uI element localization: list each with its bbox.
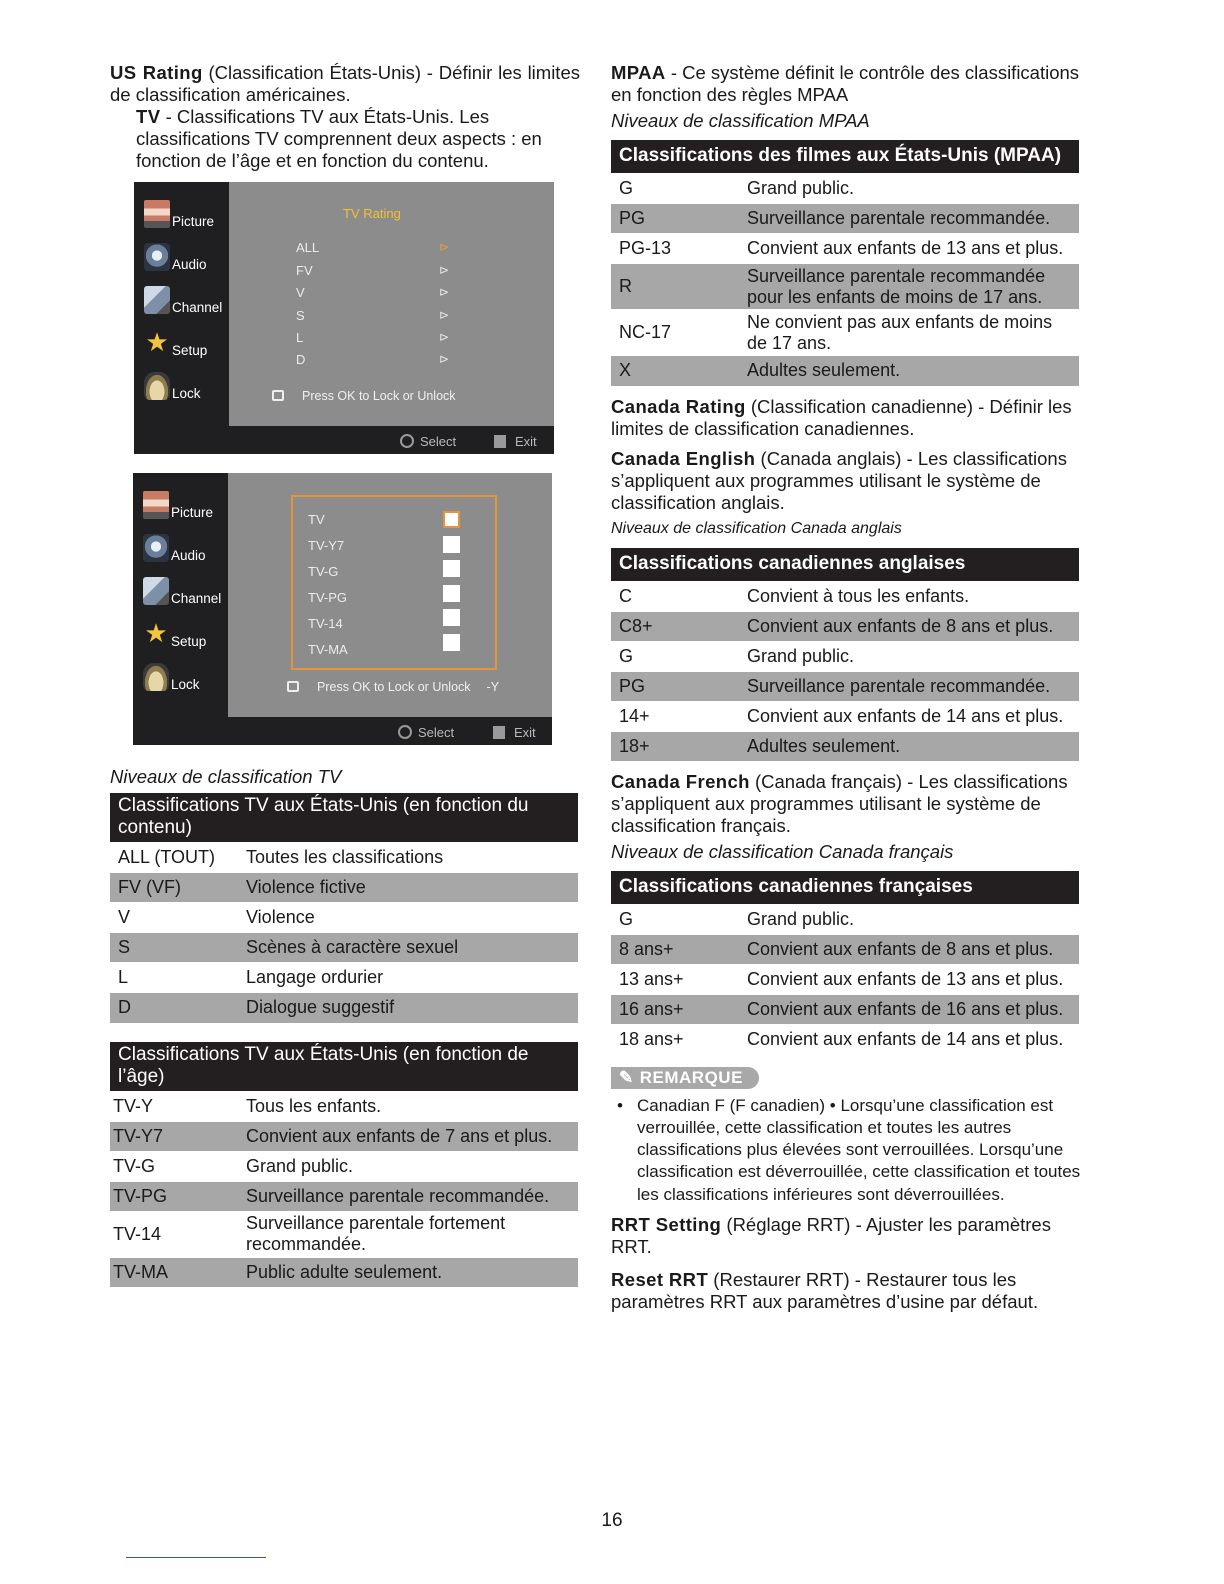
- menu-option-fv[interactable]: FV: [296, 263, 313, 278]
- note-badge: [611, 1067, 759, 1089]
- rating-code: TV-G: [110, 1151, 238, 1181]
- table-tv-content: [110, 793, 578, 1023]
- canada-english-term: Canada English: [611, 447, 756, 469]
- menu-option-tv[interactable]: TV: [308, 512, 325, 527]
- left-column: [110, 62, 580, 172]
- sidebar-item-setup[interactable]: [144, 329, 234, 363]
- rating-desc: Tous les enfants.: [238, 1091, 578, 1121]
- menu-option-d[interactable]: D: [296, 352, 306, 367]
- menu-option-l[interactable]: L: [296, 330, 304, 345]
- arrow-right-icon[interactable]: ⊳: [439, 352, 450, 366]
- reset-rrt-text: (Restaurer RRT) - Restaurer tous les paramètres RRT aux paramètres d’usine par défaut.: [611, 1268, 1039, 1312]
- sidebar-label: Picture: [171, 505, 214, 520]
- exit-label: Exit: [514, 725, 536, 740]
- rating-code: S: [110, 933, 238, 963]
- lock-icon: [144, 372, 170, 400]
- select-hint[interactable]: [400, 434, 456, 449]
- rating-desc: Violence: [238, 903, 578, 933]
- rating-desc: Convient aux enfants de 14 ans et plus.: [739, 701, 1079, 731]
- canada-rating-text: (Classification canadienne) - Définir les limites de classification canadiennes.: [611, 395, 1072, 439]
- reset-rrt-term: Reset RRT: [611, 1268, 709, 1290]
- rating-desc: Convient aux enfants de 8 ans et plus.: [739, 611, 1079, 641]
- us-rating-term: US Rating: [110, 62, 203, 83]
- table-header: Classifications TV aux États-Unis (en fonction de l’âge): [110, 1042, 578, 1092]
- sidebar-item-audio[interactable]: [144, 243, 234, 277]
- page-number: 16: [601, 1510, 623, 1531]
- note-block: [611, 1067, 1081, 1206]
- rating-desc: Surveillance parentale recommandée pour les enfants de moins de 17 ans.: [739, 264, 1079, 310]
- rating-code: C: [611, 581, 739, 611]
- select-label: Select: [420, 434, 457, 449]
- sidebar-label: Audio: [171, 548, 206, 563]
- arrow-right-icon[interactable]: ⊳: [439, 285, 450, 299]
- audio-icon: [144, 243, 170, 271]
- caption-mpaa: Niveaux de classification MPAA: [611, 110, 870, 131]
- rating-code: TV-Y: [110, 1091, 238, 1121]
- canada-french-text: (Canada français) - Les classifications s’appliquent aux programmes utilisant le système de classification français.: [611, 771, 1068, 836]
- rating-code: 16 ans+: [611, 995, 739, 1025]
- rating-desc: Langage ordurier: [238, 963, 578, 993]
- select-icon: [400, 434, 414, 448]
- rating-desc: Convient à tous les enfants.: [739, 581, 1079, 611]
- tv-age-menu-screenshot: [133, 473, 552, 745]
- rating-desc: Scènes à caractère sexuel: [238, 933, 578, 963]
- arrow-right-icon[interactable]: ⊳: [439, 263, 450, 277]
- caption-english: Niveaux de classification Canada anglais: [611, 519, 902, 537]
- audio-icon: [143, 534, 169, 562]
- caption-french: Niveaux de classification Canada français: [611, 841, 954, 862]
- menu-option-s[interactable]: S: [296, 308, 305, 323]
- lock-hint: [287, 680, 499, 694]
- rating-desc: Surveillance parentale recommandée.: [238, 1181, 578, 1211]
- menu-option-tv-14[interactable]: TV-14: [308, 616, 343, 631]
- rating-code: PG-13: [611, 234, 739, 264]
- rating-desc: Adultes seulement.: [739, 356, 1079, 386]
- rating-desc: Convient aux enfants de 7 ans et plus.: [238, 1121, 578, 1151]
- sidebar-label: Lock: [171, 677, 200, 692]
- footer-rule: [126, 1557, 266, 1558]
- note-label: REMARQUE: [639, 1067, 743, 1087]
- select-label: Select: [418, 725, 455, 740]
- table-header: Classifications TV aux États-Unis (en fonction du contenu): [110, 793, 578, 843]
- rating-code: 14+: [611, 701, 739, 731]
- select-hint[interactable]: [398, 725, 454, 740]
- canada-rating-paragraph: [611, 396, 1081, 440]
- rating-desc: Public adulte seulement.: [238, 1257, 578, 1287]
- padlock-icon: [272, 390, 284, 401]
- rating-code: TV-MA: [110, 1257, 238, 1287]
- tv-paragraph: [110, 106, 580, 172]
- rating-desc: Grand public.: [739, 174, 1079, 204]
- reset-rrt-paragraph: [611, 1269, 1081, 1313]
- sidebar-item-lock[interactable]: [143, 663, 233, 697]
- note-text: Canadian F (F canadien) • Lorsqu’une classification est verrouillée, cette classification et toutes les autres classifications plus élevées sont verrouillées. Lorsqu’une classification est déverrouillée, cette classification et toutes les classifications inférieures sont déverrouillées.: [637, 1095, 1081, 1204]
- table-canada-english: [611, 548, 1079, 762]
- sidebar-item-audio[interactable]: [143, 534, 233, 568]
- picture-icon: [143, 491, 169, 519]
- exit-label: Exit: [515, 434, 537, 449]
- rating-desc: Adultes seulement.: [739, 731, 1079, 761]
- rating-code: C8+: [611, 611, 739, 641]
- sidebar-label: Setup: [172, 343, 208, 358]
- tv-rating-menu-screenshot: [134, 182, 554, 454]
- menu-option-v[interactable]: V: [296, 285, 305, 300]
- canada-rating-term: Canada Rating: [611, 395, 746, 417]
- rrt-setting-term: RRT Setting: [611, 1213, 722, 1235]
- rating-desc: Convient aux enfants de 16 ans et plus.: [739, 995, 1079, 1025]
- sidebar-item-channel[interactable]: [143, 577, 233, 611]
- rating-code: FV (VF): [110, 873, 238, 903]
- sidebar-label: Channel: [172, 300, 223, 315]
- lock-icon: [143, 663, 169, 691]
- arrow-right-icon[interactable]: ⊳: [439, 308, 450, 322]
- sidebar-item-picture[interactable]: [144, 200, 234, 234]
- rating-code: 13 ans+: [611, 965, 739, 995]
- rating-checkbox[interactable]: [443, 511, 460, 528]
- us-rating-text: (Classification États-Unis) - Définir les limites de classification américaines.: [110, 62, 580, 105]
- lock-hint-text: Press OK to Lock or Unlock: [302, 389, 456, 403]
- menu-option-tv-g[interactable]: TV-G: [308, 564, 339, 579]
- sidebar-label: Audio: [172, 257, 207, 272]
- sidebar-item-channel[interactable]: [144, 286, 234, 320]
- lock-hint-suffix: -Y: [486, 680, 500, 694]
- rating-code: TV-PG: [110, 1181, 238, 1211]
- menu-title: TV Rating: [343, 206, 401, 221]
- select-icon: [398, 725, 412, 739]
- rating-code: PG: [611, 204, 739, 234]
- right-column: [611, 62, 1081, 1313]
- sidebar-label: Setup: [171, 634, 207, 649]
- channel-icon: [143, 577, 169, 605]
- rating-desc: Surveillance parentale recommandée.: [739, 671, 1079, 701]
- menu-option-tv-pg[interactable]: TV-PG: [308, 590, 348, 605]
- rrt-setting-paragraph: [611, 1214, 1081, 1258]
- exit-icon: [493, 726, 505, 739]
- lock-hint: [272, 389, 456, 403]
- padlock-icon: [287, 681, 299, 692]
- mpaa-text: - Ce système définit le contrôle des classifications en fonction des règles MPAA: [611, 62, 1080, 105]
- rating-desc: Grand public.: [238, 1151, 578, 1181]
- rating-checkbox[interactable]: [443, 634, 460, 651]
- canada-english-paragraph: [611, 448, 1081, 514]
- rating-code: V: [110, 903, 238, 933]
- rating-code: G: [611, 174, 739, 204]
- table-header: Classifications canadiennes françaises: [611, 871, 1079, 905]
- sidebar-item-setup[interactable]: [143, 620, 233, 654]
- rating-code: PG: [611, 671, 739, 701]
- channel-icon: [144, 286, 170, 314]
- rating-desc: Ne convient pas aux enfants de moins de 17 ans.: [739, 310, 1079, 356]
- rating-code: TV-Y7: [110, 1121, 238, 1151]
- rating-desc: Grand public.: [739, 641, 1079, 671]
- note-bullet: [611, 1095, 1081, 1206]
- menu-option-tv-y7[interactable]: TV-Y7: [308, 538, 345, 553]
- rating-code: TV-14: [110, 1211, 238, 1257]
- sidebar-item-picture[interactable]: [143, 491, 233, 525]
- rating-code: 8 ans+: [611, 935, 739, 965]
- rating-code: L: [110, 963, 238, 993]
- sidebar-label: Lock: [172, 386, 201, 401]
- menu-footer-bar: [133, 717, 552, 745]
- mpaa-term: MPAA: [611, 62, 666, 83]
- rating-code: R: [611, 264, 739, 310]
- rating-desc: Toutes les classifications: [238, 843, 578, 873]
- left-lower: [110, 762, 580, 1287]
- menu-footer-bar: [134, 426, 554, 454]
- table-canada-french: [611, 871, 1079, 1055]
- rating-code: G: [611, 905, 739, 935]
- canada-english-text: (Canada anglais) - Les classifications s’appliquent aux programmes utilisant le système de classification anglais.: [611, 447, 1067, 513]
- rating-desc: Surveillance parentale recommandée.: [739, 204, 1079, 234]
- rating-code: X: [611, 356, 739, 386]
- rating-code: 18+: [611, 731, 739, 761]
- exit-hint[interactable]: [494, 434, 537, 449]
- star-icon: ★: [145, 327, 169, 357]
- caption-tv-levels: Niveaux de classification TV: [110, 766, 342, 787]
- pencil-icon: ✎: [619, 1067, 634, 1087]
- tv-term: TV: [136, 106, 161, 127]
- rating-desc: Surveillance parentale fortement recommandée.: [238, 1211, 578, 1257]
- rating-code: 18 ans+: [611, 1025, 739, 1055]
- sidebar-item-lock[interactable]: [144, 372, 234, 406]
- exit-icon: [494, 435, 506, 448]
- mpaa-paragraph: [611, 62, 1081, 106]
- table-header: Classifications canadiennes anglaises: [611, 548, 1079, 582]
- exit-hint[interactable]: [493, 725, 536, 740]
- menu-option-tv-ma[interactable]: TV-MA: [308, 642, 348, 657]
- rating-desc: Convient aux enfants de 13 ans et plus.: [739, 234, 1079, 264]
- menu-option-all[interactable]: ALL: [296, 240, 320, 255]
- rrt-setting-text: (Réglage RRT) - Ajuster les paramètres RRT.: [611, 1213, 1051, 1257]
- rating-checkbox[interactable]: [443, 609, 460, 626]
- us-rating-paragraph: [110, 62, 580, 106]
- canada-french-paragraph: [611, 771, 1081, 837]
- rating-desc: Convient aux enfants de 13 ans et plus.: [739, 965, 1079, 995]
- rating-code: ALL (TOUT): [110, 843, 238, 873]
- rating-desc: Violence fictive: [238, 873, 578, 903]
- table-tv-age: [110, 1042, 578, 1288]
- rating-desc: Convient aux enfants de 8 ans et plus.: [739, 935, 1079, 965]
- rating-code: NC-17: [611, 310, 739, 356]
- arrow-right-icon[interactable]: ⊳: [439, 240, 450, 254]
- rating-code: D: [110, 993, 238, 1023]
- tv-text: - Classifications TV aux États-Unis. Les classifications TV comprennent deux aspects : en fonction de l’âge et en fonction du contenu.: [136, 106, 542, 171]
- picture-icon: [144, 200, 170, 228]
- rating-desc: Grand public.: [739, 905, 1079, 935]
- rating-code: G: [611, 641, 739, 671]
- sidebar-label: Picture: [172, 214, 215, 229]
- sidebar-label: Channel: [171, 591, 222, 606]
- canada-french-term: Canada French: [611, 771, 750, 792]
- rating-checkbox[interactable]: [443, 536, 460, 553]
- rating-checkbox[interactable]: [443, 560, 460, 577]
- table-header: Classifications des filmes aux États-Unis (MPAA): [611, 140, 1079, 174]
- bullet-dot: •: [617, 1095, 623, 1115]
- table-mpaa: [611, 140, 1079, 386]
- star-icon: ★: [144, 618, 168, 648]
- lock-hint-text: Press OK to Lock or Unlock: [317, 680, 471, 694]
- rating-checkbox[interactable]: [443, 585, 460, 602]
- rating-desc: Dialogue suggestif: [238, 993, 578, 1023]
- arrow-right-icon[interactable]: ⊳: [439, 330, 450, 344]
- rating-desc: Convient aux enfants de 14 ans et plus.: [739, 1025, 1079, 1055]
